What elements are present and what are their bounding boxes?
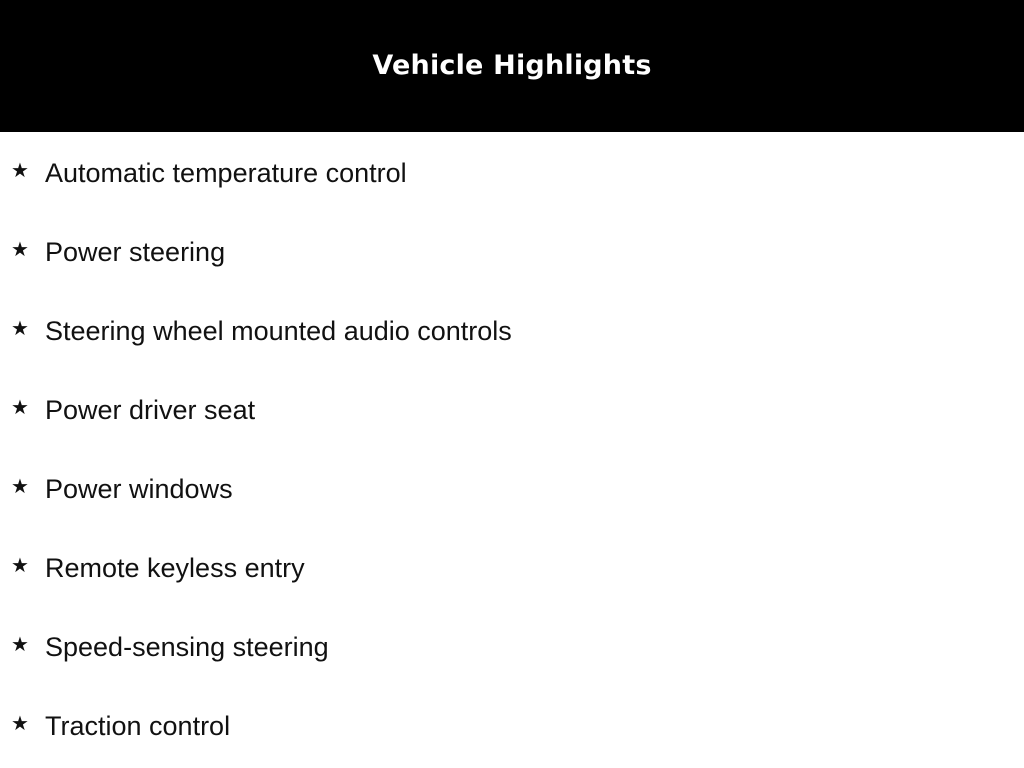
page-header [0,0,1024,132]
highlight-label: Power windows [45,474,233,504]
star-icon: ★ [11,158,29,182]
page-title: Vehicle Highlights [372,49,652,81]
star-icon: ★ [11,316,29,340]
highlight-label: Traction control [45,711,231,741]
star-icon: ★ [11,711,29,735]
highlight-label: Automatic temperature control [45,158,407,188]
star-icon: ★ [11,395,29,419]
highlight-label: Power steering [45,237,226,267]
highlight-label: Speed-sensing steering [45,632,329,662]
highlight-label: Steering wheel mounted audio controls [45,316,512,346]
highlight-label: Remote keyless entry [45,553,305,583]
star-icon: ★ [11,632,29,656]
star-icon: ★ [11,237,29,261]
star-icon: ★ [11,474,29,498]
star-icon: ★ [11,553,29,577]
highlight-label: Power driver seat [45,395,256,425]
